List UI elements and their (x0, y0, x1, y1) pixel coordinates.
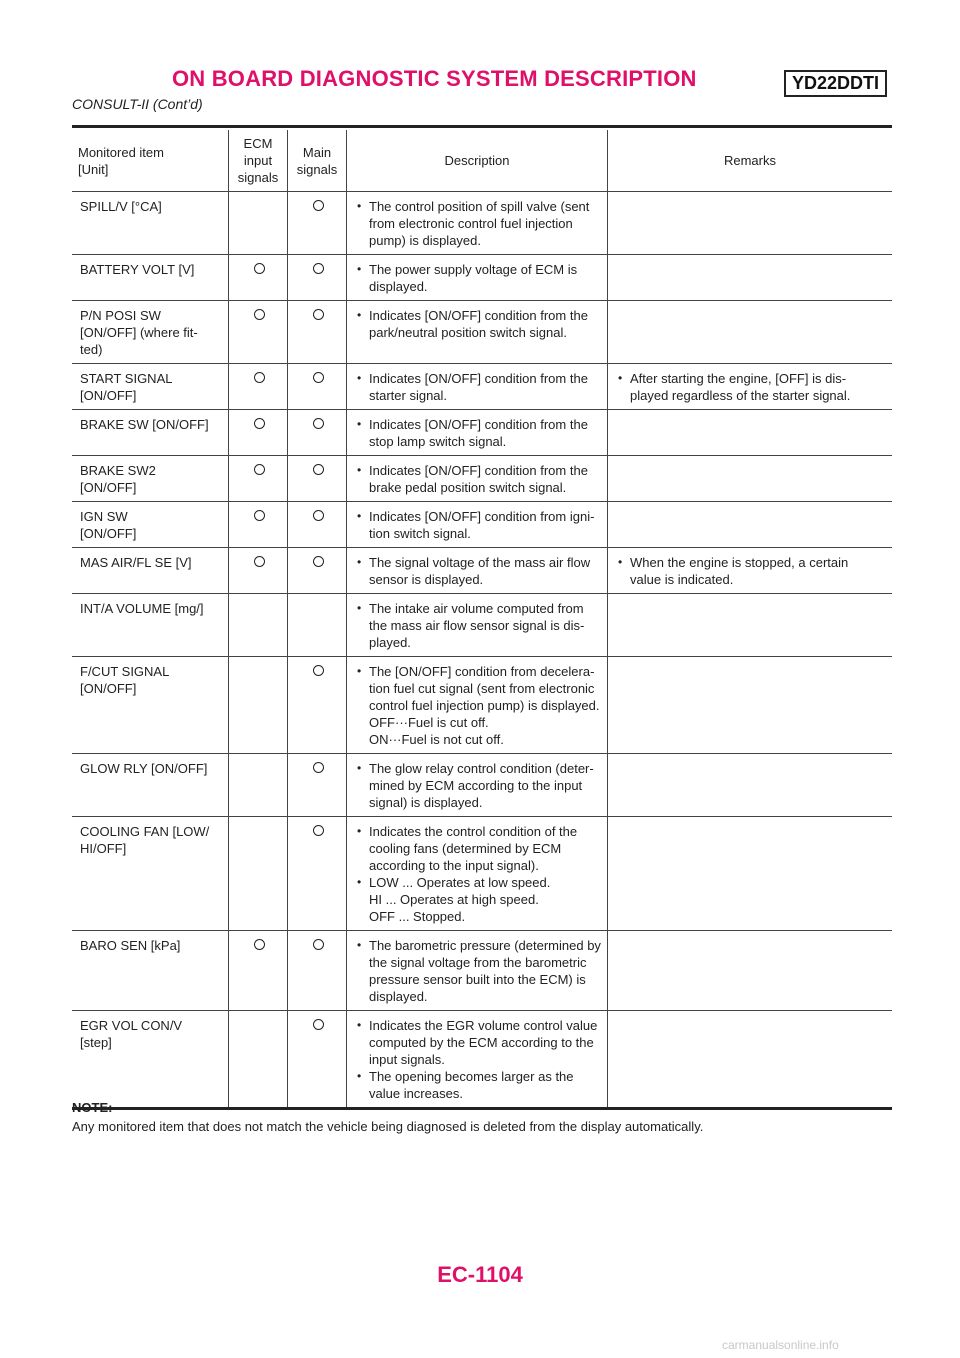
text-line: • Indicates [ON/OFF] condition from the (369, 308, 588, 323)
table-row (72, 301, 892, 364)
circle-mark-icon (313, 263, 324, 274)
text-line: pump) is displayed. (369, 233, 481, 248)
remarks-cell (608, 364, 893, 410)
remarks-cell (608, 255, 893, 301)
item-line: F/CUT SIGNAL (80, 664, 170, 679)
monitored-item-cell (72, 410, 229, 456)
table-row (72, 1011, 892, 1109)
text-line: • Indicates [ON/OFF] condition from the (369, 463, 588, 478)
main-signal-cell (288, 502, 347, 548)
text-line: • The opening becomes larger as the (369, 1069, 574, 1084)
bullet-item (355, 462, 601, 496)
text-line: value increases. (369, 1086, 463, 1101)
item-line: BRAKE SW2 (80, 463, 156, 478)
text-line: • The [ON/OFF] condition from decelera- (369, 664, 595, 679)
item-line: [ON/OFF] (80, 388, 137, 403)
ecm-input-cell (229, 594, 288, 657)
text-line: • The signal voltage of the mass air flow (369, 555, 591, 570)
ecm-input-cell (229, 1011, 288, 1109)
text-line: displayed. (369, 989, 428, 1004)
header-main-signals: Main signals (288, 130, 347, 192)
text-line: tion switch signal. (369, 526, 471, 541)
main-signal-cell (288, 594, 347, 657)
remarks-cell (608, 817, 893, 931)
bullet-item (355, 261, 601, 295)
table-body (72, 192, 892, 1109)
remarks-cell (608, 594, 893, 657)
circle-mark-icon (313, 939, 324, 950)
description-cell (347, 657, 608, 754)
main-signal-cell (288, 301, 347, 364)
description-cell (347, 364, 608, 410)
table-row (72, 364, 892, 410)
text-line: cooling fans (determined by ECM (369, 841, 562, 856)
main-signal-cell (288, 192, 347, 255)
text-line: stop lamp switch signal. (369, 434, 507, 449)
circle-mark-icon (313, 464, 324, 475)
bullet-item (355, 663, 601, 714)
text-line: • When the engine is stopped, a certain (630, 555, 849, 570)
bullet-item (355, 874, 601, 891)
main-signal-cell (288, 754, 347, 817)
bullet-item (355, 823, 601, 874)
header-ecm-input-signals: ECM input signals (229, 130, 288, 192)
description-cell (347, 548, 608, 594)
remarks-cell (608, 192, 893, 255)
monitored-item-cell (72, 502, 229, 548)
item-line: SPILL/V [°CA] (80, 199, 162, 214)
circle-mark-icon (313, 309, 324, 320)
circle-mark-icon (254, 372, 265, 383)
text-line: input signals. (369, 1052, 445, 1067)
remarks-cell (608, 754, 893, 817)
text-line: • Indicates [ON/OFF] condition from the (369, 371, 588, 386)
text-line: according to the input signal). (369, 858, 539, 873)
monitored-item-cell (72, 817, 229, 931)
table-row (72, 548, 892, 594)
text-line: • The control position of spill valve (sent (369, 199, 590, 214)
text-line: brake pedal position switch signal. (369, 480, 567, 495)
page-header (72, 66, 892, 126)
main-signal-cell (288, 456, 347, 502)
item-line: EGR VOL CON/V (80, 1018, 183, 1033)
circle-mark-icon (313, 825, 324, 836)
bullet-item (616, 370, 886, 404)
remarks-cell (608, 410, 893, 456)
item-line: IGN SW (80, 509, 128, 524)
circle-mark-icon (254, 309, 265, 320)
circle-mark-icon (313, 372, 324, 383)
monitored-items-table (72, 130, 892, 1110)
note-heading: NOTE: (72, 1100, 113, 1115)
table-header-row (72, 130, 892, 192)
item-line: BRAKE SW [ON/OFF] (80, 417, 209, 432)
circle-mark-icon (254, 464, 265, 475)
item-line: [ON/OFF] (80, 681, 137, 696)
table-row (72, 456, 892, 502)
engine-model-badge: YD22DDTI (784, 70, 887, 97)
text-line: park/neutral position switch signal. (369, 325, 567, 340)
bullet-item (355, 937, 601, 1005)
monitored-item-cell (72, 301, 229, 364)
text-line: played regardless of the starter signal. (630, 388, 851, 403)
text-line: the signal voltage from the barometric (369, 955, 587, 970)
description-cell (347, 931, 608, 1011)
monitored-item-cell (72, 456, 229, 502)
description-cell (347, 301, 608, 364)
text-line: tion fuel cut signal (sent from electronic (369, 681, 595, 696)
item-line: BARO SEN [kPa] (80, 938, 181, 953)
ecm-input-cell (229, 548, 288, 594)
monitored-item-cell (72, 364, 229, 410)
bullet-item (355, 1017, 601, 1068)
page-title: ON BOARD DIAGNOSTIC SYSTEM DESCRIPTION (172, 66, 697, 91)
description-cell (347, 817, 608, 931)
table-row (72, 754, 892, 817)
text-line: displayed. (369, 279, 428, 294)
section-subtitle: CONSULT-II (Cont’d) (72, 96, 203, 112)
header-rule (72, 125, 892, 128)
description-cell (347, 594, 608, 657)
monitored-item-cell (72, 594, 229, 657)
text-line: mined by ECM according to the input (369, 778, 583, 793)
item-line: INT/A VOLUME [mg/] (80, 601, 204, 616)
text-line: sensor is displayed. (369, 572, 484, 587)
item-line: [step] (80, 1035, 112, 1050)
table-row (72, 502, 892, 548)
description-cell (347, 410, 608, 456)
monitored-item-cell (72, 931, 229, 1011)
text-line: from electronic control fuel injection (369, 216, 573, 231)
text-line: • The intake air volume computed from (369, 601, 584, 616)
main-signal-cell (288, 548, 347, 594)
ecm-input-cell (229, 657, 288, 754)
text-line: • Indicates [ON/OFF] condition from igni- (369, 509, 595, 524)
ecm-input-cell (229, 255, 288, 301)
bullet-item (355, 198, 601, 249)
bullet-item (355, 307, 601, 341)
header-monitored-item: Monitored item [Unit] (72, 130, 229, 192)
header-remarks: Remarks (608, 130, 893, 192)
text-line: signal) is displayed. (369, 795, 483, 810)
bullet-item (616, 554, 886, 588)
description-cell (347, 456, 608, 502)
bullet-item (355, 600, 601, 651)
ecm-input-cell (229, 456, 288, 502)
watermark: carmanualsonline.info (722, 1338, 839, 1352)
ecm-input-cell (229, 410, 288, 456)
text-line: computed by the ECM according to the (369, 1035, 594, 1050)
text-line: • The power supply voltage of ECM is (369, 262, 578, 277)
table-row (72, 931, 892, 1011)
remarks-cell (608, 657, 893, 754)
main-signal-cell (288, 657, 347, 754)
remarks-cell (608, 931, 893, 1011)
monitored-item-cell (72, 255, 229, 301)
bullet-item (355, 760, 601, 811)
table-row (72, 192, 892, 255)
item-line: START SIGNAL (80, 371, 173, 386)
text-line: value is indicated. (630, 572, 734, 587)
text-line: starter signal. (369, 388, 448, 403)
table-row (72, 817, 892, 931)
remarks-cell (608, 502, 893, 548)
text-line: control fuel injection pump) is displayed. (369, 698, 600, 713)
description-cell (347, 1011, 608, 1109)
text-line: OFF ... Stopped. (369, 909, 466, 924)
circle-mark-icon (254, 556, 265, 567)
text-line: • The barometric pressure (determined by (369, 938, 601, 953)
circle-mark-icon (254, 510, 265, 521)
monitored-item-cell (72, 657, 229, 754)
ecm-input-cell (229, 364, 288, 410)
text-line: OFF···Fuel is cut off. (369, 715, 489, 730)
ecm-input-cell (229, 931, 288, 1011)
main-signal-cell (288, 410, 347, 456)
continuation-text (355, 714, 601, 748)
monitored-item-cell (72, 1011, 229, 1109)
main-signal-cell (288, 817, 347, 931)
monitored-item-cell (72, 754, 229, 817)
text-line: • After starting the engine, [OFF] is dis- (630, 371, 847, 386)
text-line: pressure sensor built into the ECM) is (369, 972, 586, 987)
item-line: [ON/OFF] (where fit- (80, 325, 198, 340)
ecm-input-cell (229, 502, 288, 548)
bullet-item (355, 370, 601, 404)
main-signal-cell (288, 255, 347, 301)
table-row (72, 657, 892, 754)
description-cell (347, 502, 608, 548)
text-line: • Indicates the control condition of the (369, 824, 578, 839)
item-line: [ON/OFF] (80, 480, 137, 495)
item-line: COOLING FAN [LOW/ (80, 824, 210, 839)
bullet-item (355, 1068, 601, 1102)
text-line: • The glow relay control condition (deter- (369, 761, 594, 776)
item-line: BATTERY VOLT [V] (80, 262, 195, 277)
text-line: played. (369, 635, 411, 650)
bullet-item (355, 554, 601, 588)
table-row (72, 410, 892, 456)
note-text: Any monitored item that does not match the vehicle being diagnosed is deleted from the display automatically. (72, 1119, 704, 1134)
remarks-cell (608, 548, 893, 594)
circle-mark-icon (313, 556, 324, 567)
circle-mark-icon (313, 1019, 324, 1030)
main-signal-cell (288, 364, 347, 410)
continuation-text (355, 891, 601, 925)
text-line: • Indicates [ON/OFF] condition from the (369, 417, 588, 432)
remarks-cell (608, 301, 893, 364)
header-description: Description (347, 130, 608, 192)
text-line: • Indicates the EGR volume control value (369, 1018, 598, 1033)
ecm-input-cell (229, 817, 288, 931)
circle-mark-icon (313, 200, 324, 211)
bullet-item (355, 416, 601, 450)
bullet-item (355, 508, 601, 542)
page-number: EC-1104 (437, 1262, 523, 1287)
item-line: GLOW RLY [ON/OFF] (80, 761, 208, 776)
main-signal-cell (288, 931, 347, 1011)
text-line: HI ... Operates at high speed. (369, 892, 539, 907)
text-line: • LOW ... Operates at low speed. (369, 875, 551, 890)
text-line: ON···Fuel is not cut off. (369, 732, 504, 747)
monitored-item-cell (72, 548, 229, 594)
circle-mark-icon (313, 762, 324, 773)
item-line: HI/OFF] (80, 841, 127, 856)
description-cell (347, 754, 608, 817)
circle-mark-icon (313, 510, 324, 521)
description-cell (347, 255, 608, 301)
ecm-input-cell (229, 754, 288, 817)
item-line: ted) (80, 342, 103, 357)
circle-mark-icon (254, 263, 265, 274)
ecm-input-cell (229, 192, 288, 255)
item-line: MAS AIR/FL SE [V] (80, 555, 192, 570)
ecm-input-cell (229, 301, 288, 364)
circle-mark-icon (254, 418, 265, 429)
table-row (72, 255, 892, 301)
circle-mark-icon (254, 939, 265, 950)
description-cell (347, 192, 608, 255)
table-row (72, 594, 892, 657)
item-line: [ON/OFF] (80, 526, 137, 541)
monitored-item-cell (72, 192, 229, 255)
item-line: P/N POSI SW (80, 308, 161, 323)
main-signal-cell (288, 1011, 347, 1109)
circle-mark-icon (313, 665, 324, 676)
circle-mark-icon (313, 418, 324, 429)
remarks-cell (608, 456, 893, 502)
remarks-cell (608, 1011, 893, 1109)
text-line: the mass air flow sensor signal is dis- (369, 618, 585, 633)
